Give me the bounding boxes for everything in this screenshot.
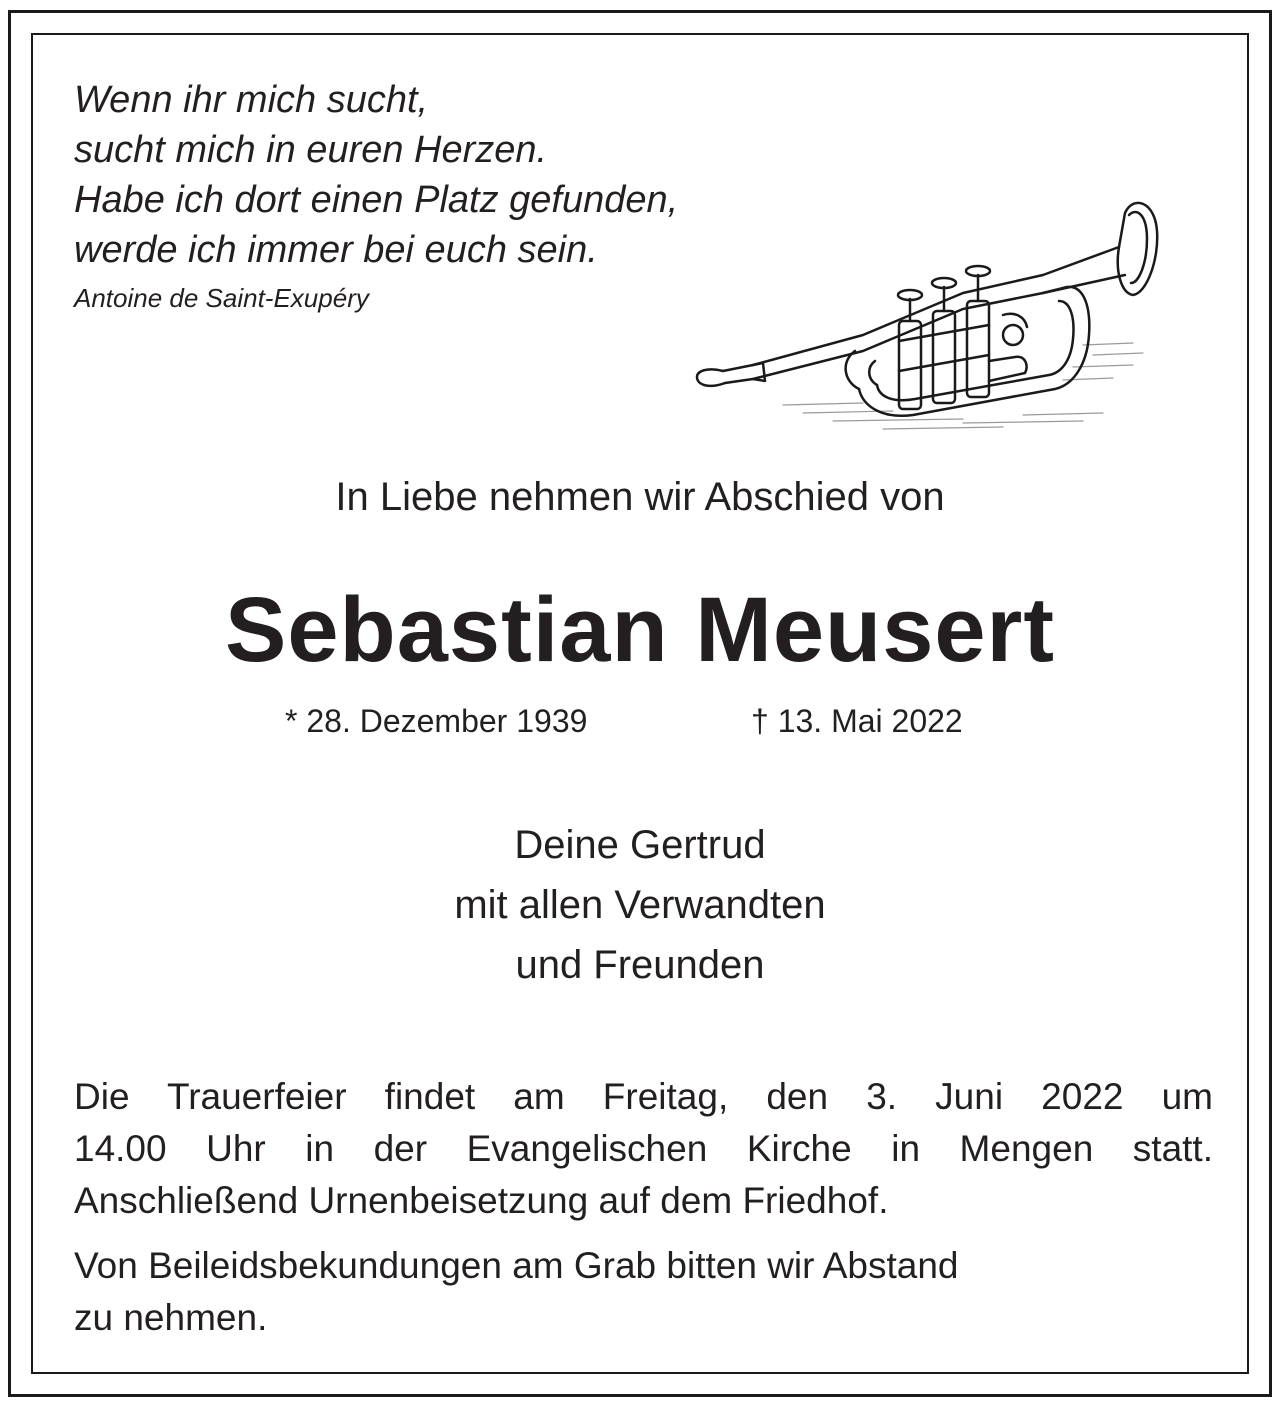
condolences-line: zu nehmen.	[74, 1297, 268, 1338]
outer-border	[8, 10, 1272, 1397]
death-date: † 13. Mai 2022	[751, 703, 963, 739]
deceased-name: Sebastian Meusert	[225, 579, 1055, 681]
family-line: Deine Gertrud	[514, 823, 766, 867]
condolences-line: Von Beileidsbekundungen am Grab bitten wir Abstand	[74, 1245, 959, 1286]
trumpet-icon	[663, 175, 1223, 465]
ceremony-line: Die Trauerfeier findet am Freitag, den 3. Juni 2022 um	[74, 1076, 1213, 1117]
poem-author: Antoine de Saint-Exupéry	[74, 283, 369, 313]
poem-line: sucht mich in euren Herzen.	[74, 129, 548, 171]
ceremony-line: Anschließend Urnenbeisetzung auf dem Friedhof.	[74, 1180, 889, 1221]
poem	[74, 75, 678, 275]
condolences-notice	[74, 1240, 958, 1344]
family-line: mit allen Verwandten	[454, 883, 826, 927]
inner-border	[31, 33, 1249, 1374]
poem-line: Wenn ihr mich sucht,	[74, 79, 429, 121]
ceremony-line: 14.00 Uhr in der Evangelischen Kirche in Mengen statt.	[74, 1128, 1213, 1169]
poem-line: Habe ich dort einen Platz gefunden,	[74, 179, 679, 221]
birth-date: * 28. Dezember 1939	[285, 703, 588, 739]
ceremony-notice	[74, 1071, 1213, 1227]
poem-line: werde ich immer bei euch sein.	[74, 229, 598, 271]
intro-text: In Liebe nehmen wir Abschied von	[335, 475, 945, 519]
family-signature	[33, 815, 1247, 995]
family-line: und Freunden	[515, 943, 765, 987]
